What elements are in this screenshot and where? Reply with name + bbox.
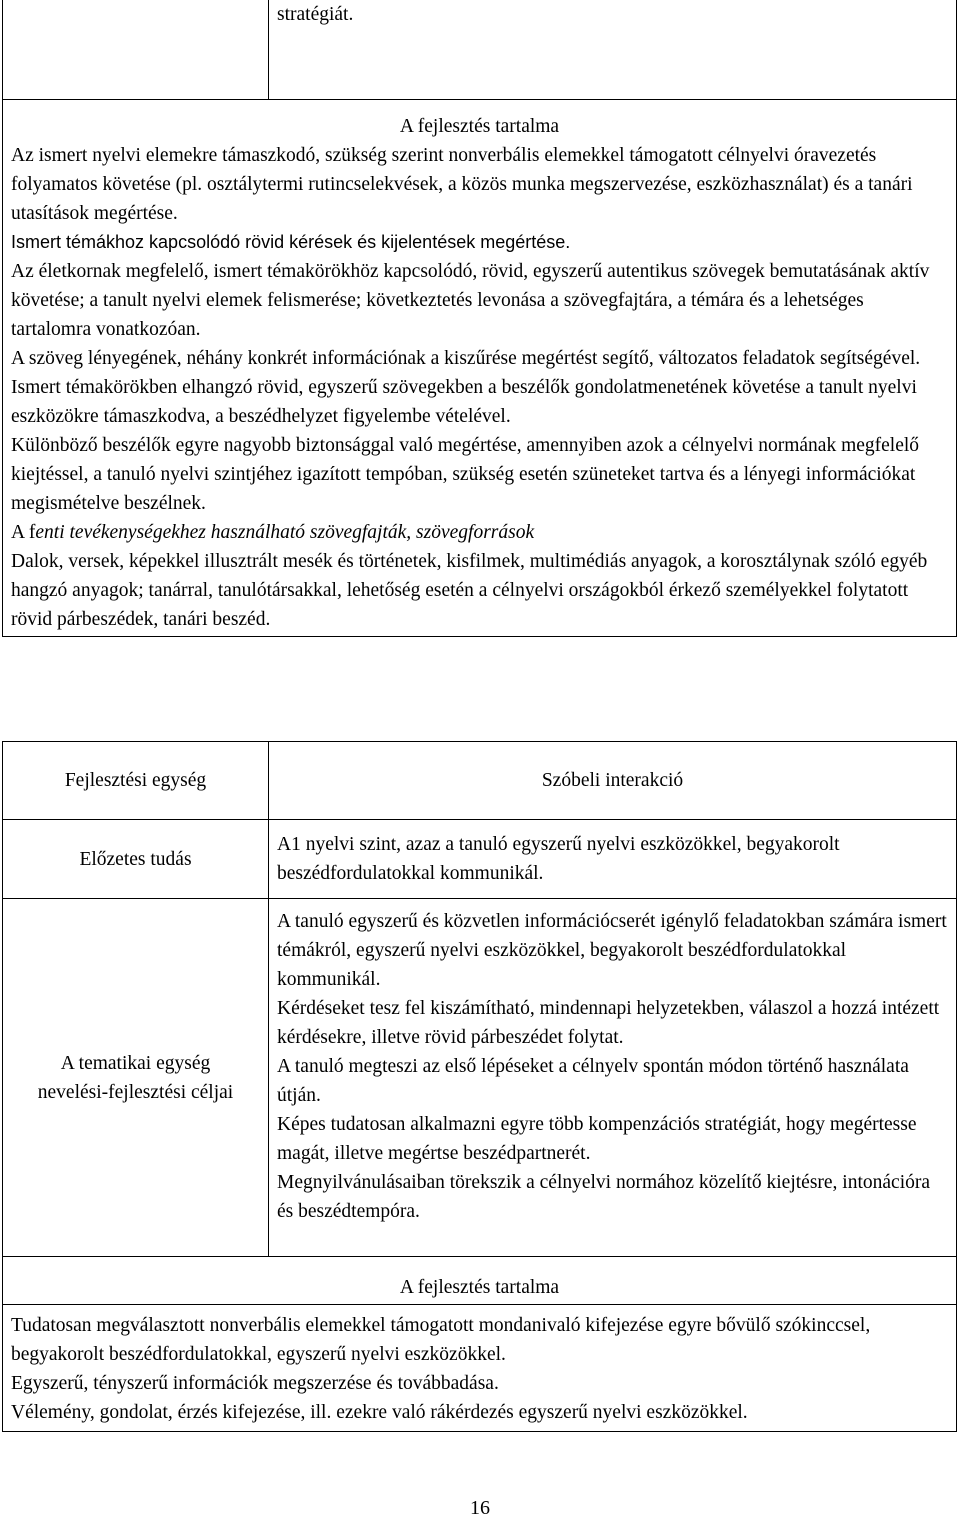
sources-heading-italic: enti tevékenységekhez használható szövegfajták, szövegforrások xyxy=(35,521,535,543)
sources-heading xyxy=(11,518,948,547)
content-paragraph: Ismert témakörökben elhangzó rövid, egyszerű szövegekben a beszélők gondolatmenetének követése a tanult nyelvi eszközökre támaszkodva, a beszédhelyzet figyelembe vételével. xyxy=(11,376,917,427)
page-number: 16 xyxy=(470,1497,490,1519)
content-body-cell-2 xyxy=(3,1305,957,1432)
prior-knowledge-label-cell xyxy=(3,820,269,899)
goals-paragraph: A tanuló egyszerű és közvetlen információcserét igénylő feladatokban számára ismert témákról, egyszerű nyelvi eszközökkel, begyakorolt beszédfordulatokkal kommunikál. xyxy=(277,911,947,990)
content-table-listening xyxy=(2,0,957,637)
goals-paragraph: A tanuló megteszi az első lépéseket a célnyelv spontán módon történő használata útján. xyxy=(277,1056,909,1106)
content-paragraph-2: Egyszerű, tényszerű információk megszerzése és továbbadása. xyxy=(11,1373,499,1394)
content-paragraph: Az életkornak megfelelő, ismert témakörökhöz kapcsolódó, rövid, egyszerű autentikus szövegek bemutatásának aktív követése; a tanult nyelvi elemek felismerése; következtetés levonása a szövegfajtára, a témára és a lehetséges tartalomra vonatkozóan. xyxy=(11,260,930,340)
goals-label: A tematikai egység nevelési-fejlesztési céljai xyxy=(37,1052,234,1103)
development-content-cell xyxy=(3,99,957,636)
prior-knowledge-value-cell xyxy=(269,820,957,899)
goals-continuation-text: stratégiát. xyxy=(277,4,354,25)
goals-continuation-cell xyxy=(269,0,957,99)
content-paragraph-2: Tudatosan megválasztott nonverbális elemekkel támogatott mondanivaló kifejezése egyre bővülő szókinccsel, begyakorolt beszédfordulatokkal, egyszerű nyelvi eszközökkel. xyxy=(11,1315,871,1365)
content-paragraph: Különböző beszélők egyre nagyobb biztonsággal való megértése, amennyiben azok a célnyelvi normának megfelelő kiejtéssel, a tanuló nyelvi szintjéhez igazított tempóban, szükség esetén szüneteket tartva és a lényegi információkat megismételve beszélnek. xyxy=(11,434,920,514)
empty-label-cell xyxy=(3,0,269,99)
development-content-cell-2 xyxy=(3,1257,957,1305)
section-heading-2: A fejlesztés tartalma xyxy=(399,1277,560,1298)
prior-knowledge-text: A1 nyelvi szint, azaz a tanuló egyszerű nyelvi eszközökkel, begyakorolt beszédfordulatokkal kommunikál. xyxy=(277,834,840,884)
content-paragraph: Az ismert nyelvi elemekre támaszkodó, szükség szerint nonverbális elemekkel támogatott célnyelvi óravezetés folyamatos követése (pl. osztálytermi rutincselekvések, a közös munka megszervezése, eszközhasználat) és a tanári utasítások megértése. xyxy=(11,144,913,224)
sources-text: Dalok, versek, képekkel illusztrált mesék és történetek, kisfilmek, multimédiás anyagok, a korosztálynak szóló egyéb hangzó anyagok; tanárral, tanulótársakkal, lehetőség esetén a célnyelvi országokból érkező személyekkel folytatott rövid párbeszédek, tanári beszéd. xyxy=(11,550,928,630)
goals-paragraph: Képes tudatosan alkalmazni egyre több kompenzációs stratégiát, hogy megértesse magát, illetve megértse beszédpartnerét. xyxy=(277,1114,917,1164)
section-heading: A fejlesztés tartalma xyxy=(399,115,560,137)
prior-knowledge-label: Előzetes tudás xyxy=(79,848,192,870)
content-paragraph: A szöveg lényegének, néhány konkrét információnak a kiszűrése megértést segítő, változatos feladatok segítségével. xyxy=(11,347,921,369)
unit-label: Fejlesztési egység xyxy=(64,770,207,791)
goals-paragraph: Kérdéseket tesz fel kiszámítható, mindennapi helyzetekben, válaszol a hozzá intézett kérdésekre, illetve rövid párbeszédet folytat. xyxy=(277,998,940,1048)
goals-value-cell xyxy=(269,899,957,1257)
content-table-oral-interaction xyxy=(2,741,957,1432)
unit-value: Szóbeli interakció xyxy=(541,770,684,791)
content-paragraph-2: Vélemény, gondolat, érzés kifejezése, ill. ezekre való rákérdezés egyszerű nyelvi eszközökkel. xyxy=(11,1402,748,1423)
goals-paragraph: Megnyilvánulásaiban törekszik a célnyelvi normához közelítő kiejtésre, intonációra és beszédtempóra. xyxy=(277,1172,931,1222)
content-paragraph: Ismert témákhoz kapcsolódó rövid kérések és kijelentések megértése. xyxy=(11,231,571,252)
unit-label-cell xyxy=(3,742,269,820)
unit-value-cell xyxy=(269,742,957,820)
sources-heading-prefix: A f xyxy=(11,521,36,543)
goals-label-cell xyxy=(3,899,269,1257)
